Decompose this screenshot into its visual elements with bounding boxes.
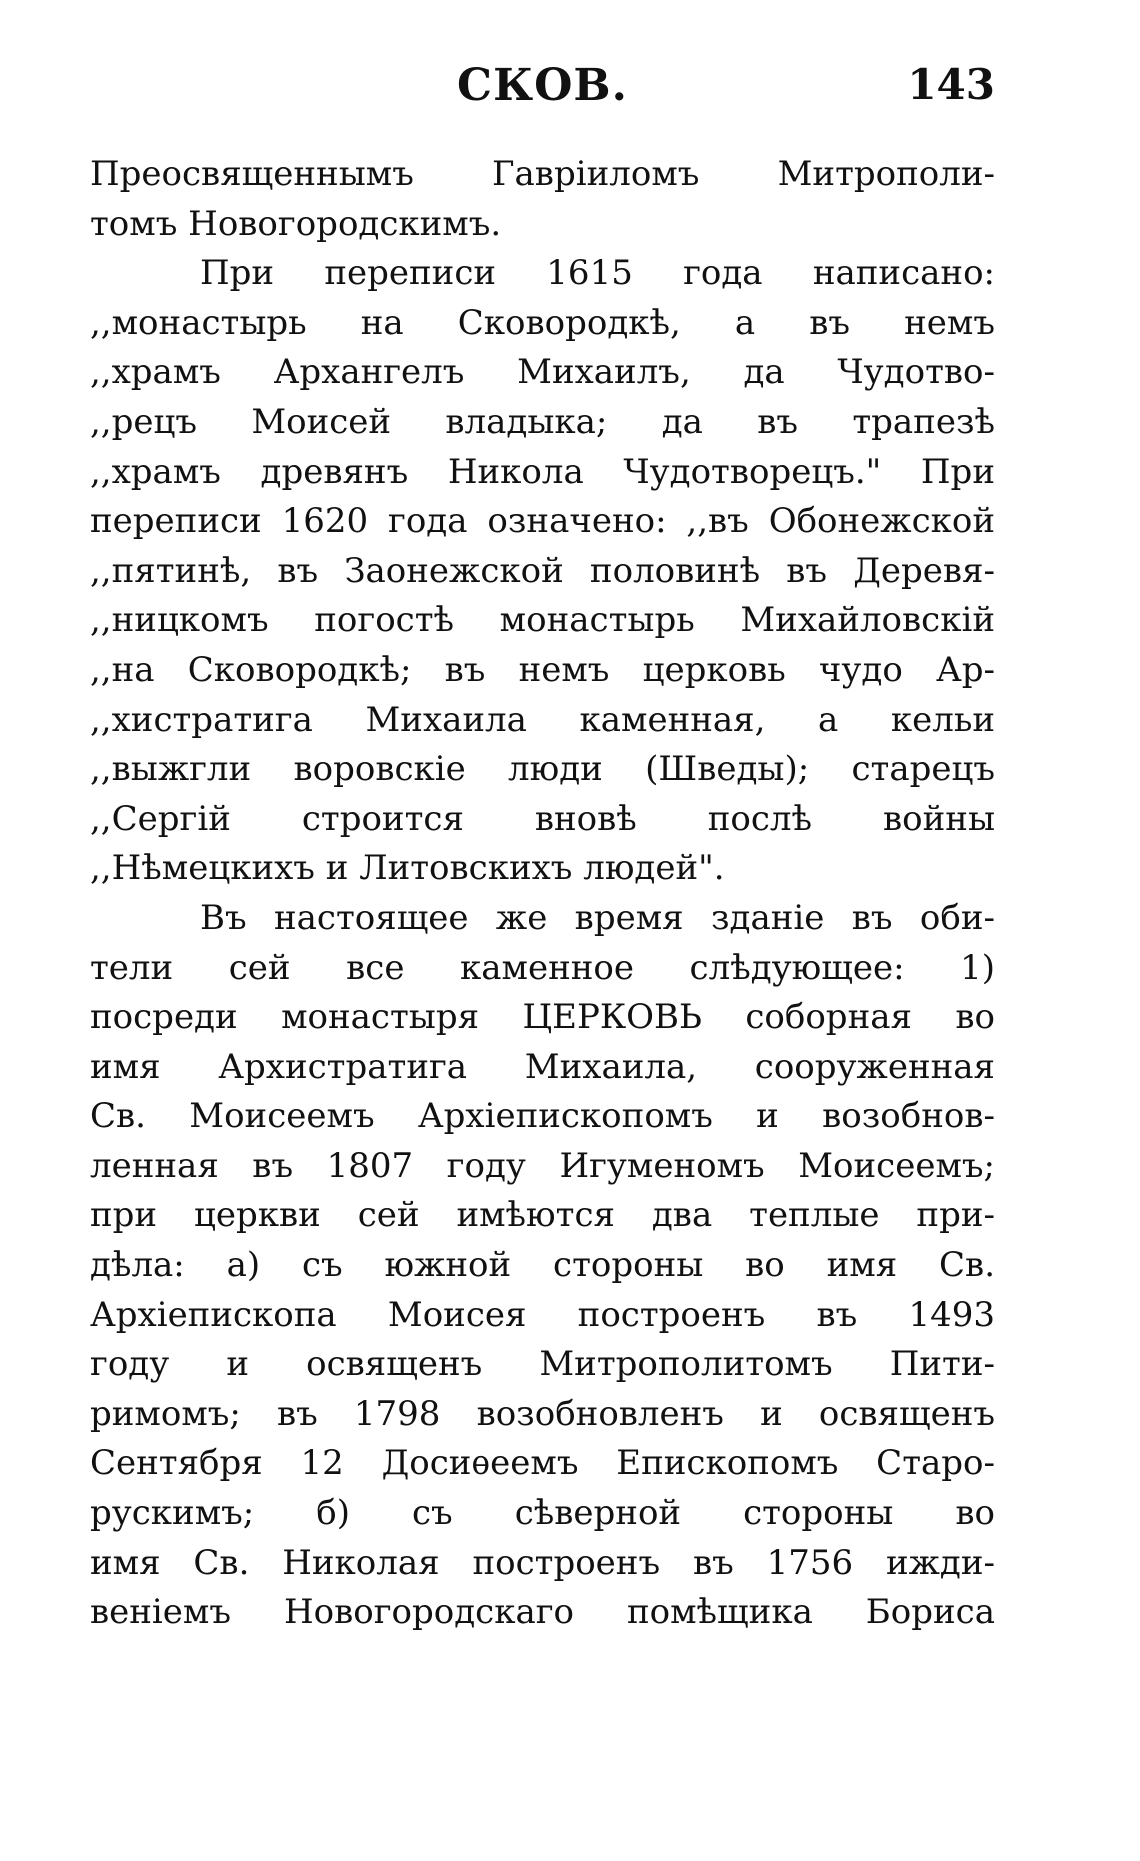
text-line: ,,пятинѣ, въ Заонежской половинѣ въ Деревя- bbox=[90, 550, 995, 591]
text-line: При переписи 1615 года написано: bbox=[200, 253, 995, 294]
text-line: веніемъ Новогородскаго помѣщика Бориса bbox=[90, 1592, 995, 1633]
text-line: Сентября 12 Досиѳеемъ Епископомъ Старо- bbox=[90, 1443, 995, 1484]
text-line: римомъ; въ 1798 возобновленъ и освященъ bbox=[90, 1393, 995, 1434]
text-line: Преосвященнымъ Гавріиломъ Митрополи- bbox=[90, 154, 995, 194]
text-line: Св. Моисеемъ Архіепископомъ и возобнов- bbox=[90, 1096, 995, 1137]
text-line: дѣла: а) съ южной стороны во имя Св. bbox=[90, 1245, 995, 1286]
body-text bbox=[90, 150, 995, 1638]
text-line: ,,ницкомъ погостѣ монастырь Михайловскій bbox=[90, 600, 995, 641]
text-line: посреди монастыря ЦЕРКОВЬ соборная во bbox=[90, 997, 995, 1038]
text-line: ,,рецъ Моисей владыка; да въ трапезѣ bbox=[90, 401, 995, 442]
text-line: имя Св. Николая построенъ въ 1756 ижди- bbox=[90, 1542, 995, 1583]
text-line: рускимъ; б) съ сѣверной стороны во bbox=[90, 1493, 995, 1534]
running-title: СКОВ. bbox=[457, 60, 628, 111]
running-head bbox=[90, 60, 995, 120]
text-line: ,,храмъ Архангелъ Михаилъ, да Чудотво- bbox=[90, 352, 995, 393]
text-line: ,,Нѣмецкихъ и Литовскихъ людей". bbox=[90, 848, 725, 889]
text-line: ,,храмъ древянъ Никола Чудотворецъ." При bbox=[90, 451, 995, 492]
text-line: имя Архистратига Михаила, сооруженная bbox=[90, 1046, 995, 1087]
text-line: ,,Сергій строится вновѣ послѣ войны bbox=[90, 798, 995, 839]
text-line: томъ Новогородскимъ. bbox=[90, 203, 502, 244]
text-line: ленная въ 1807 году Игуменомъ Моисеемъ; bbox=[90, 1145, 995, 1186]
page-number: 143 bbox=[907, 60, 995, 109]
text-line: Въ настоящее же время зданіе въ оби- bbox=[200, 897, 995, 938]
text-line: ,,на Сковородкѣ; въ немъ церковь чудо Ар- bbox=[90, 649, 995, 690]
text-line: ,,выжгли воровскіе люди (Шведы); старецъ bbox=[90, 749, 995, 790]
text-line: при церкви сей имѣются два теплые при- bbox=[90, 1195, 995, 1236]
text-line: ,,хистратига Михаила каменная, а кельи bbox=[90, 699, 995, 740]
text-line: переписи 1620 года означено: ,,въ Обонежской bbox=[90, 501, 995, 542]
text-line: Архіепископа Моисея построенъ въ 1493 bbox=[90, 1294, 995, 1335]
text-line: году и освященъ Митрополитомъ Пити- bbox=[90, 1344, 995, 1385]
text-line: тели сей все каменное слѣдующее: 1) bbox=[90, 947, 995, 988]
text-line: ,,монастырь на Сковородкѣ, а въ немъ bbox=[90, 302, 995, 343]
